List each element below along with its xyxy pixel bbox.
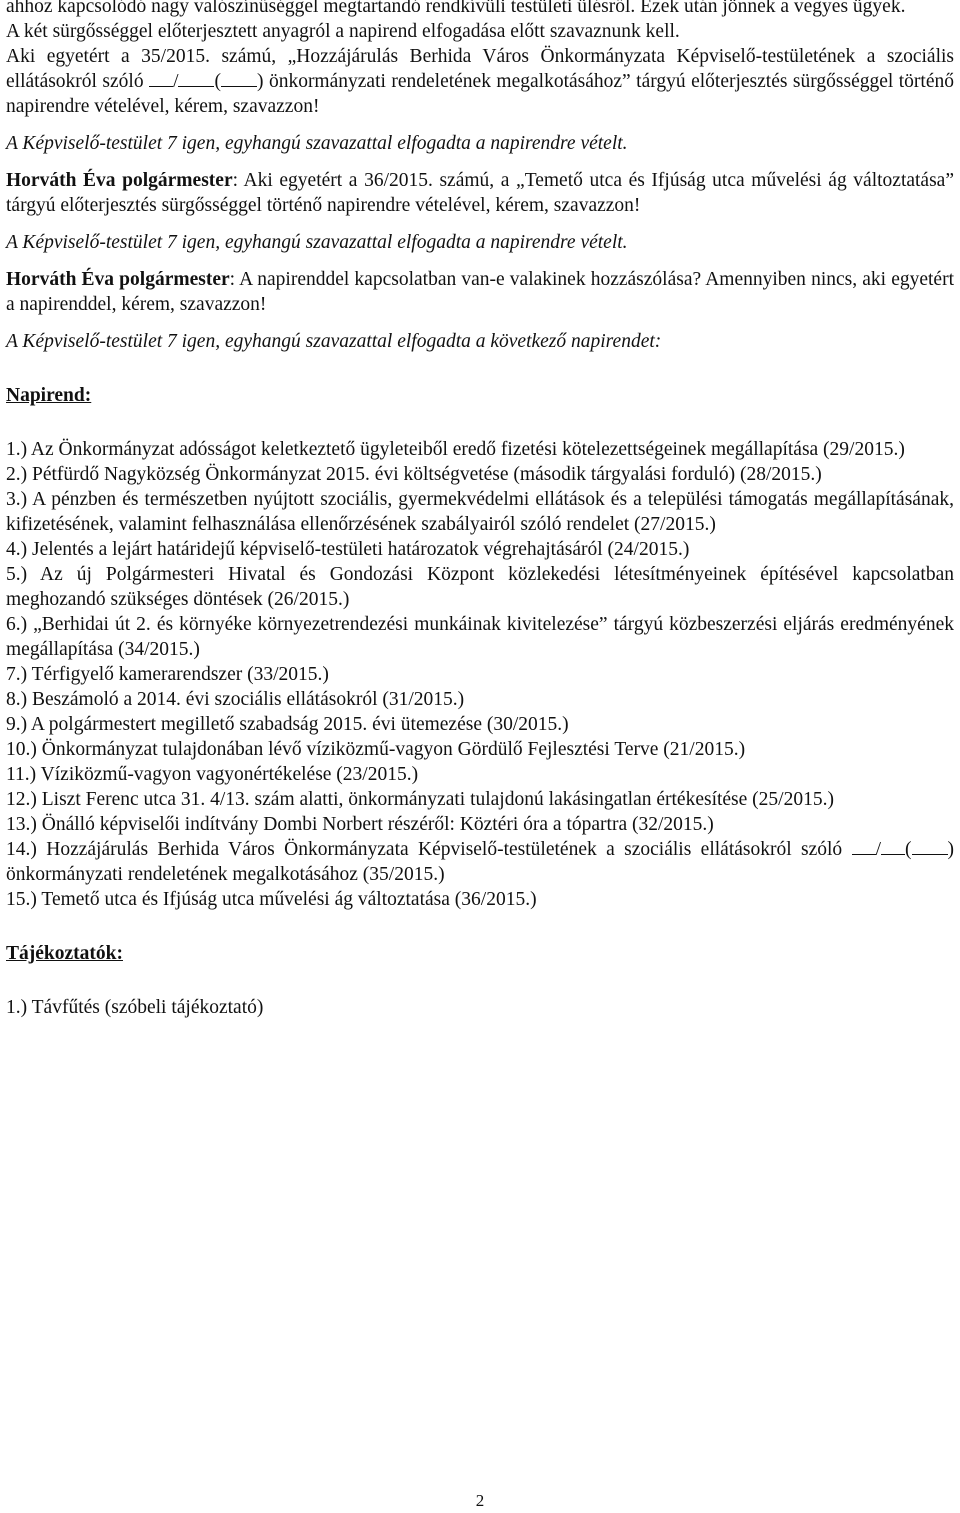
agenda-item: 6.) „Berhidai út 2. és környéke környezetrendezési munkáinak kivitelezése” tárgyú közbeszerzési eljárás eredményének megállapítása (34/2015.)	[6, 614, 954, 660]
agenda-item	[6, 837, 954, 887]
blank-field	[178, 69, 214, 87]
info-item: 1.) Távfűtés (szóbeli tájékoztató)	[6, 997, 264, 1018]
speech-text: : A napirenddel kapcsolatban van-e valakinek hozzászólása? Amennyiben nincs, aki egyetért a napirenddel, kérem, szavazzon!	[6, 269, 954, 315]
info-list	[6, 995, 954, 1020]
separator-slash: /	[875, 839, 881, 860]
separator-paren: (	[214, 71, 221, 92]
agenda-item: 11.) Víziközmű-vagyon vagyonértékelése (23/2015.)	[6, 764, 419, 785]
blank-field	[221, 69, 257, 87]
speech-paragraph-3	[6, 267, 954, 317]
agenda-item: 8.) Beszámoló a 2014. évi szociális ellátásokról (31/2015.)	[6, 689, 465, 710]
speech-text: : Aki egyetért a 36/2015. számú, a „Temető utca és Ifjúság utca művelési ág változtatása” tárgyú előterjesztés sürgősséggel történő napirendre vételével, kérem, szavazzon!	[6, 170, 954, 216]
agenda-item: 15.) Temető utca és Ifjúság utca művelési ág változtatása (36/2015.)	[6, 889, 537, 910]
intro-text-a: Aki egyetért a 35/2015. számú, „Hozzájárulás Berhida Város Önkormányzata Képviselő-testületének a szociális ellátásokról szóló	[6, 46, 954, 92]
agenda-item: 10.) Önkormányzat tulajdonában lévő víziközmű-vagyon Gördülő Fejlesztési Terve (21/2015.)	[6, 739, 746, 760]
agenda-item: 4.) Jelentés a lejárt határidejű képviselő-testületi határozatok végrehajtásáról (24/2015.)	[6, 539, 690, 560]
agenda-list	[6, 437, 954, 912]
agenda-item: 12.) Liszt Ferenc utca 31. 4/13. szám alatti, önkormányzati tulajdonú lakásingatlan értékesítése (25/2015.)	[6, 789, 834, 810]
vote-result-3: A Képviselő-testület 7 igen, egyhangú szavazattal elfogadta a következő napirendet:	[6, 331, 662, 352]
separator-slash: /	[173, 71, 179, 92]
intro-text-b: ) önkormányzati rendeletének megalkotásához” tárgyú előterjesztés sürgősséggel történő napirendre vételével, kérem, szavazzon!	[6, 71, 954, 117]
info-heading: Tájékoztatók:	[6, 943, 123, 964]
speaker-name: Horváth Éva polgármester	[6, 170, 233, 191]
speaker-name: Horváth Éva polgármester	[6, 269, 230, 290]
agenda-item: 3.) A pénzben és természetben nyújtott szociális, gyermekvédelmi ellátások és a települési támogatás megállapításának, kifizetésének, valamint felhasználása ellenőrzésének szabályairól szóló rendelet (27/2015.)	[6, 489, 954, 535]
blank-field	[881, 837, 905, 855]
intro-paragraph-3	[6, 44, 954, 119]
intro-paragraph-1: ahhoz kapcsolódó nagy valószínűséggel megtartandó rendkívüli testületi ülésről. Ezek után jönnek a vegyes ügyek.	[6, 0, 906, 17]
page-number: 2	[475, 1491, 485, 1510]
agenda-item: 2.) Pétfürdő Nagyközség Önkormányzat 2015. évi költségvetése (második tárgyalási forduló) (28/2015.)	[6, 464, 822, 485]
agenda-heading: Napirend:	[6, 385, 92, 406]
vote-result-2: A Képviselő-testület 7 igen, egyhangú szavazattal elfogadta a napirendre vételt.	[6, 232, 628, 253]
vote-result-1: A Képviselő-testület 7 igen, egyhangú szavazattal elfogadta a napirendre vételt.	[6, 133, 628, 154]
intro-paragraph-2: A két sürgősséggel előterjesztett anyagról a napirend elfogadása előtt szavaznunk kell.	[6, 21, 680, 42]
agenda-item-text-a: 14.) Hozzájárulás Berhida Város Önkormányzata Képviselő-testületének a szociális ellátásokról szóló	[6, 839, 852, 860]
blank-field	[852, 837, 876, 855]
agenda-item: 9.) A polgármestert megillető szabadság 2015. évi ütemezése (30/2015.)	[6, 714, 569, 735]
speech-paragraph-2	[6, 168, 954, 218]
agenda-item-text-b: ) önkormányzati rendeletének megalkotásához (35/2015.)	[6, 839, 954, 885]
separator-paren: (	[905, 839, 912, 860]
blank-field	[149, 69, 173, 87]
agenda-item: 13.) Önálló képviselői indítvány Dombi Norbert részéről: Köztéri óra a tópartra (32/2015.)	[6, 814, 714, 835]
agenda-item: 5.) Az új Polgármesteri Hivatal és Gondozási Központ közlekedési létesítményeinek építésével kapcsolatban meghozandó szükséges döntések (26/2015.)	[6, 564, 954, 610]
agenda-item: 7.) Térfigyelő kamerarendszer (33/2015.)	[6, 664, 329, 685]
agenda-item: 1.) Az Önkormányzat adósságot keletkeztető ügyleteiből eredő fizetési kötelezettségeinek megállapítása (29/2015.)	[6, 439, 905, 460]
blank-field	[912, 837, 948, 855]
document-page	[6, 0, 954, 1020]
